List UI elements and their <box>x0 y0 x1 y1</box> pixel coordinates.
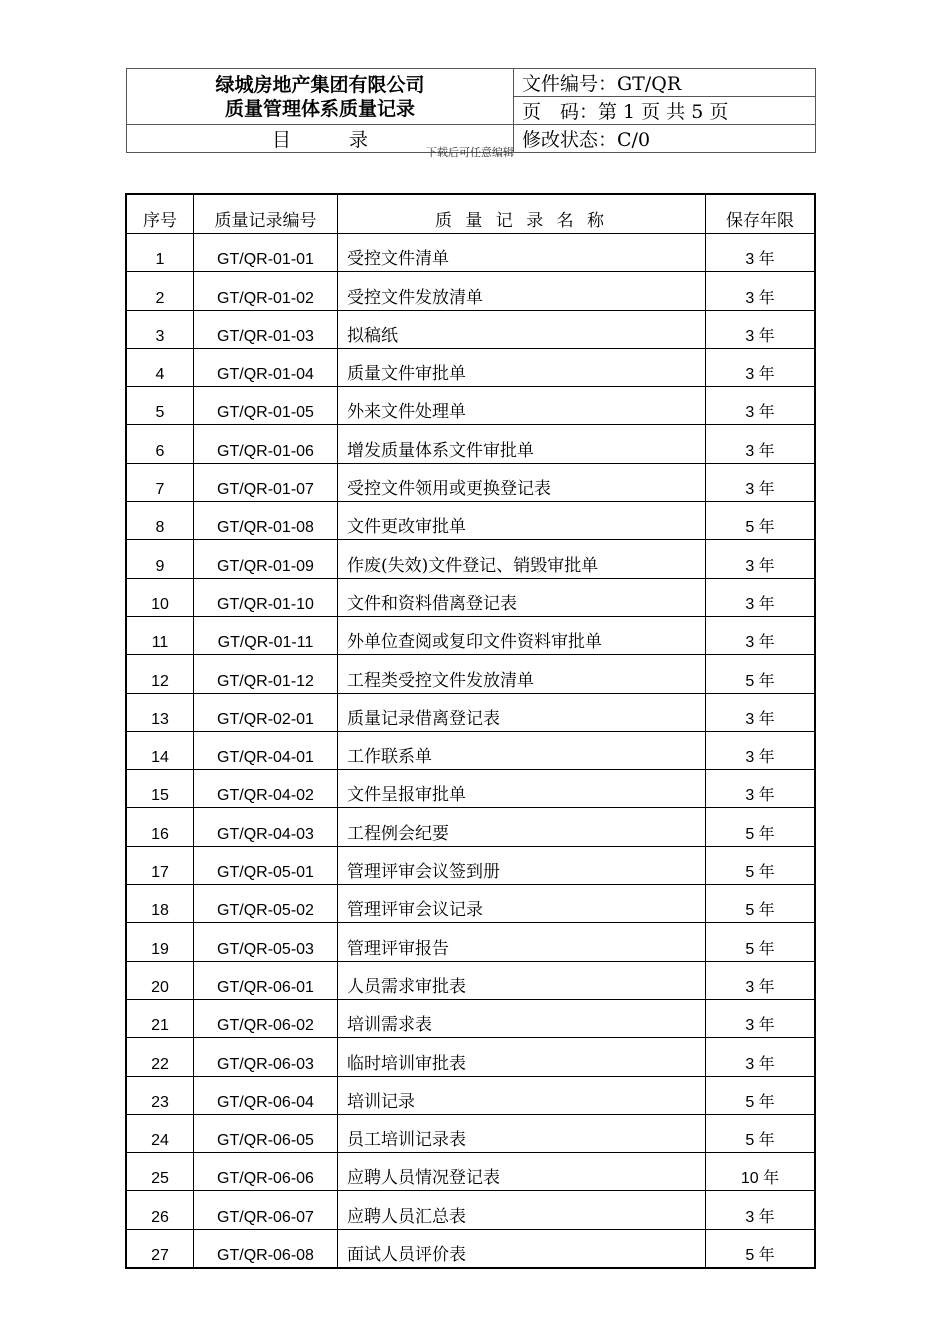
cell-keep: 3 年 <box>706 1191 816 1229</box>
table-row <box>126 463 815 501</box>
cell-no: 15 <box>126 770 194 808</box>
cell-name: 拟稿纸 <box>338 310 706 348</box>
document-header <box>126 68 816 153</box>
table-row <box>126 1153 815 1191</box>
cell-keep: 3 年 <box>706 731 816 769</box>
cell-name: 工程例会纪要 <box>338 808 706 846</box>
cell-no: 5 <box>126 387 194 425</box>
table-row <box>126 885 815 923</box>
cell-code: GT/QR-04-02 <box>194 770 338 808</box>
cell-code: GT/QR-06-07 <box>194 1191 338 1229</box>
cell-no: 20 <box>126 961 194 999</box>
cell-code: GT/QR-01-03 <box>194 310 338 348</box>
cell-keep: 3 年 <box>706 348 816 386</box>
cell-no: 14 <box>126 731 194 769</box>
cell-keep: 3 年 <box>706 540 816 578</box>
cell-code: GT/QR-04-03 <box>194 808 338 846</box>
table-row <box>126 310 815 348</box>
cell-name: 质量记录借离登记表 <box>338 693 706 731</box>
cell-keep: 3 年 <box>706 387 816 425</box>
cell-no: 23 <box>126 1076 194 1114</box>
cell-code: GT/QR-01-06 <box>194 425 338 463</box>
table-row <box>126 578 815 616</box>
page-info: 页 码：第 1 页 共 5 页 <box>514 97 816 125</box>
cell-name: 质量文件审批单 <box>338 348 706 386</box>
cell-name: 临时培训审批表 <box>338 1038 706 1076</box>
records-table <box>125 193 816 1269</box>
cell-name: 面试人员评价表 <box>338 1229 706 1268</box>
cell-name: 文件和资料借离登记表 <box>338 578 706 616</box>
cell-name: 应聘人员情况登记表 <box>338 1153 706 1191</box>
table-row <box>126 540 815 578</box>
cell-name: 员工培训记录表 <box>338 1114 706 1152</box>
cell-no: 4 <box>126 348 194 386</box>
cell-name: 文件呈报审批单 <box>338 770 706 808</box>
table-row <box>126 502 815 540</box>
table-row <box>126 1114 815 1152</box>
cell-name: 培训需求表 <box>338 999 706 1037</box>
cell-code: GT/QR-06-01 <box>194 961 338 999</box>
cell-keep: 3 年 <box>706 1038 816 1076</box>
table-row <box>126 387 815 425</box>
cell-code: GT/QR-01-09 <box>194 540 338 578</box>
cell-keep: 5 年 <box>706 502 816 540</box>
header-keep: 保存年限 <box>706 194 816 234</box>
cell-keep: 3 年 <box>706 616 816 654</box>
cell-keep: 3 年 <box>706 578 816 616</box>
cell-name: 受控文件清单 <box>338 234 706 272</box>
cell-no: 8 <box>126 502 194 540</box>
cell-code: GT/QR-01-12 <box>194 655 338 693</box>
cell-code: GT/QR-01-05 <box>194 387 338 425</box>
table-row <box>126 655 815 693</box>
cell-keep: 3 年 <box>706 999 816 1037</box>
cell-code: GT/QR-05-03 <box>194 923 338 961</box>
cell-keep: 5 年 <box>706 808 816 846</box>
company-name: 绿城房地产集团有限公司 <box>215 73 425 96</box>
cell-code: GT/QR-06-02 <box>194 999 338 1037</box>
table-row <box>126 693 815 731</box>
table-row <box>126 770 815 808</box>
table-row <box>126 923 815 961</box>
cell-name: 外单位查阅或复印文件资料审批单 <box>338 616 706 654</box>
table-row <box>126 846 815 884</box>
cell-code: GT/QR-05-02 <box>194 885 338 923</box>
cell-no: 10 <box>126 578 194 616</box>
cell-name: 管理评审会议记录 <box>338 885 706 923</box>
cell-no: 12 <box>126 655 194 693</box>
table-row <box>126 234 815 272</box>
cell-keep: 5 年 <box>706 846 816 884</box>
table-row <box>126 616 815 654</box>
table-row <box>126 999 815 1037</box>
cell-no: 17 <box>126 846 194 884</box>
cell-code: GT/QR-05-01 <box>194 846 338 884</box>
cell-keep: 5 年 <box>706 1114 816 1152</box>
cell-keep: 5 年 <box>706 1229 816 1268</box>
cell-no: 25 <box>126 1153 194 1191</box>
cell-name: 工作联系单 <box>338 731 706 769</box>
table-row <box>126 1076 815 1114</box>
cell-keep: 3 年 <box>706 310 816 348</box>
table-row <box>126 425 815 463</box>
cell-keep: 3 年 <box>706 272 816 310</box>
cell-keep: 3 年 <box>706 693 816 731</box>
header-code: 质量记录编号 <box>194 194 338 234</box>
cell-code: GT/QR-01-10 <box>194 578 338 616</box>
table-row <box>126 808 815 846</box>
cell-keep: 3 年 <box>706 234 816 272</box>
cell-keep: 5 年 <box>706 655 816 693</box>
header-no: 序号 <box>126 194 194 234</box>
cell-no: 22 <box>126 1038 194 1076</box>
revision-status: 修改状态：C/0 <box>514 125 816 153</box>
cell-code: GT/QR-01-02 <box>194 272 338 310</box>
cell-name: 应聘人员汇总表 <box>338 1191 706 1229</box>
cell-name: 培训记录 <box>338 1076 706 1114</box>
cell-name: 文件更改审批单 <box>338 502 706 540</box>
doc-number: 文件编号：GT/QR <box>514 69 816 97</box>
table-row <box>126 731 815 769</box>
cell-code: GT/QR-01-04 <box>194 348 338 386</box>
cell-name: 受控文件领用或更换登记表 <box>338 463 706 501</box>
company-title-cell <box>127 69 514 125</box>
cell-no: 16 <box>126 808 194 846</box>
toc-title-right: 录 <box>349 129 369 151</box>
cell-no: 2 <box>126 272 194 310</box>
cell-no: 24 <box>126 1114 194 1152</box>
cell-code: GT/QR-01-01 <box>194 234 338 272</box>
cell-code: GT/QR-06-06 <box>194 1153 338 1191</box>
cell-name: 作废(失效)文件登记、销毁审批单 <box>338 540 706 578</box>
cell-keep: 10 年 <box>706 1153 816 1191</box>
cell-keep: 3 年 <box>706 463 816 501</box>
table-body <box>126 234 815 1269</box>
table-row <box>126 348 815 386</box>
table-row <box>126 1191 815 1229</box>
cell-no: 9 <box>126 540 194 578</box>
cell-no: 26 <box>126 1191 194 1229</box>
cell-code: GT/QR-04-01 <box>194 731 338 769</box>
cell-code: GT/QR-06-04 <box>194 1076 338 1114</box>
cell-name: 受控文件发放清单 <box>338 272 706 310</box>
cell-no: 13 <box>126 693 194 731</box>
table-row <box>126 961 815 999</box>
cell-keep: 3 年 <box>706 425 816 463</box>
cell-keep: 5 年 <box>706 1076 816 1114</box>
cell-keep: 3 年 <box>706 770 816 808</box>
cell-no: 3 <box>126 310 194 348</box>
table-row <box>126 1038 815 1076</box>
cell-no: 11 <box>126 616 194 654</box>
header-name: 质 量 记 录 名 称 <box>338 194 706 234</box>
cell-code: GT/QR-06-05 <box>194 1114 338 1152</box>
cell-no: 27 <box>126 1229 194 1268</box>
download-note: 下载后可任意编辑 <box>426 146 514 159</box>
cell-no: 1 <box>126 234 194 272</box>
cell-name: 管理评审报告 <box>338 923 706 961</box>
table-row <box>126 272 815 310</box>
cell-keep: 3 年 <box>706 961 816 999</box>
cell-no: 19 <box>126 923 194 961</box>
cell-code: GT/QR-01-07 <box>194 463 338 501</box>
cell-code: GT/QR-02-01 <box>194 693 338 731</box>
toc-title-left: 目 <box>271 129 291 151</box>
cell-no: 21 <box>126 999 194 1037</box>
cell-name: 人员需求审批表 <box>338 961 706 999</box>
cell-no: 7 <box>126 463 194 501</box>
cell-code: GT/QR-01-11 <box>194 616 338 654</box>
cell-name: 工程类受控文件发放清单 <box>338 655 706 693</box>
cell-no: 6 <box>126 425 194 463</box>
cell-no: 18 <box>126 885 194 923</box>
table-header-row <box>126 194 815 234</box>
cell-code: GT/QR-01-08 <box>194 502 338 540</box>
cell-keep: 5 年 <box>706 885 816 923</box>
cell-code: GT/QR-06-08 <box>194 1229 338 1268</box>
cell-keep: 5 年 <box>706 923 816 961</box>
system-title: 质量管理体系质量记录 <box>224 97 415 120</box>
table-row <box>126 1229 815 1268</box>
cell-code: GT/QR-06-03 <box>194 1038 338 1076</box>
cell-name: 增发质量体系文件审批单 <box>338 425 706 463</box>
cell-name: 外来文件处理单 <box>338 387 706 425</box>
cell-name: 管理评审会议签到册 <box>338 846 706 884</box>
